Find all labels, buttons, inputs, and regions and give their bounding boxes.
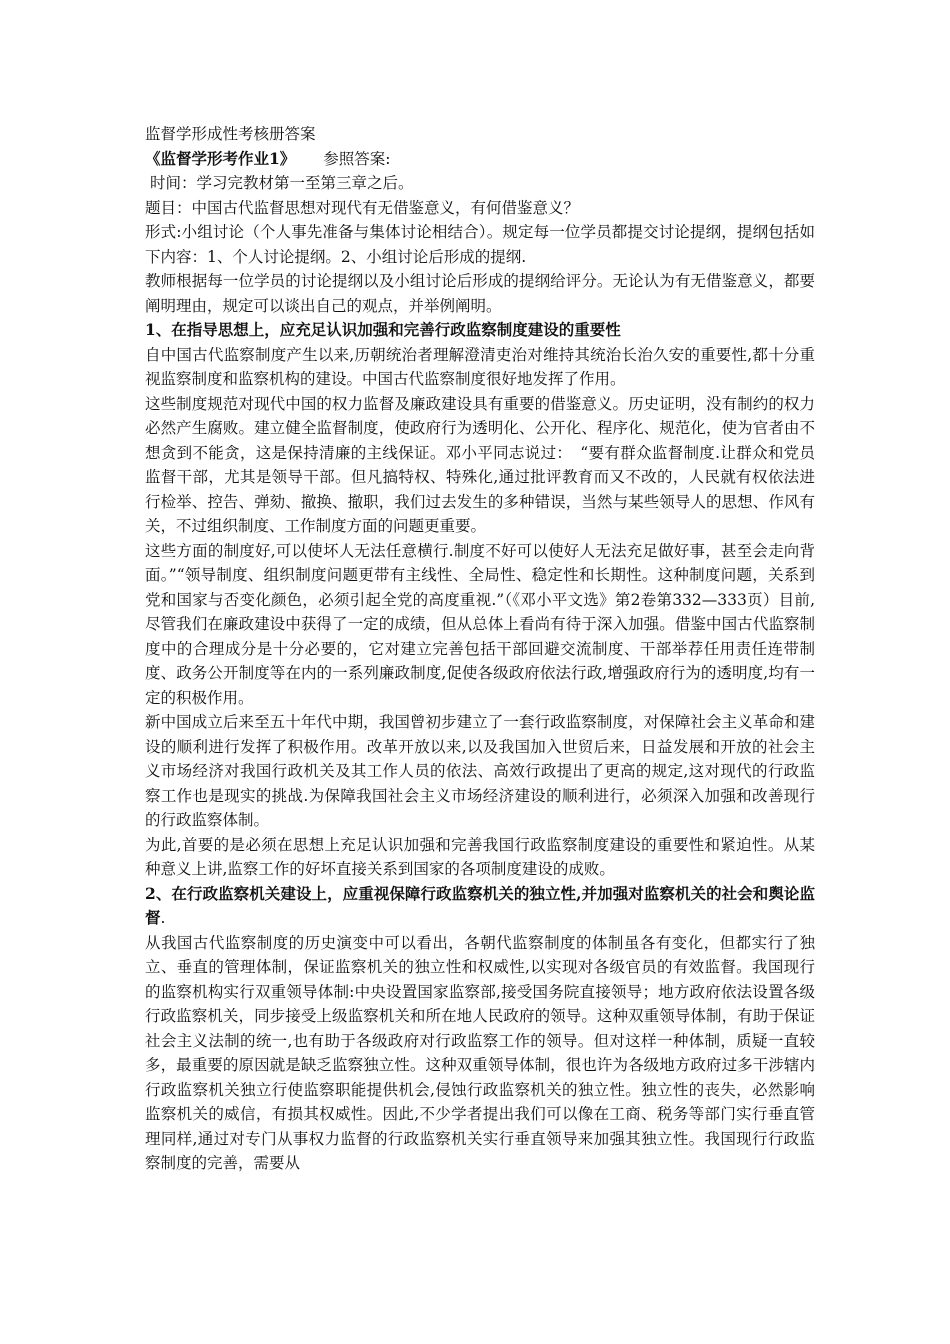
section-heading-2: 2、在行政监察机关建设上，应重视保障行政监察机关的独立性,并加强对监察机关的社会和舆论监督 bbox=[145, 883, 815, 927]
body-paragraph-3: 这些方面的制度好,可以使坏人无法任意横行.制度不好可以使好人无法充足做好事，甚至会走向背面。”“领导制度、组织制度问题更带有主线性、全局性、稳定性和长期性。这种制度问题，关系到党和国家与否变化颜色，必须引起全党的高度重视.”（《邓小平文选》第2卷第332—333页）目前,尽管我们在廉政建设中获得了一定的成绩，但从总体上看尚有待于深入加强。借鉴中国古代监察制度中的合理成分是十分必要的，它对建立完善包括干部回避交流制度、干部举荐任用责任连带制度、政务公开制度等在内的一系列廉政制度,促使各级政府依法行政,增强政府行为的透明度,均有一定的积极作用。 bbox=[145, 541, 815, 707]
section-heading-2-line bbox=[145, 882, 815, 931]
body-paragraph-1: 自中国古代监察制度产生以来,历朝统治者理解澄清吏治对维持其统治长治久安的重要性,都十分重视监察制度和监察机构的建设。中国古代监察制度很好地发挥了作用。 bbox=[145, 345, 815, 388]
body-paragraph-4: 新中国成立后来至五十年代中期，我国曾初步建立了一套行政监察制度，对保障社会主义革命和建设的顺利进行发挥了积极作用。改革开放以来,以及我国加入世贸后来，日益发展和开放的社会主义市场经济对我国行政机关及其工作人员的依法、高效行政提出了更高的规定,这对现代的行政监察工作也是现实的挑战.为保障我国社会主义市场经济建设的顺利进行，必须深入加强和改善现行的行政监察体制。 bbox=[145, 713, 815, 829]
topic-line: 题目：中国古代监督思想对现代有无借鉴意义，有何借鉴意义？ bbox=[145, 198, 580, 217]
teacher-paragraph: 教师根据每一位学员的讨论提纲以及小组讨论后形成的提纲给评分。无论认为有无借鉴意义，都要阐明理由，规定可以谈出自己的观点，并举例阐明。 bbox=[145, 272, 815, 315]
assignment-line bbox=[145, 147, 815, 172]
document-title: 监督学形成性考核册答案 bbox=[145, 125, 316, 143]
section-heading-1: 1、在指导思想上，应充足认识加强和完善行政监察制度建设的重要性 bbox=[145, 320, 621, 339]
body-paragraph-2: 这些制度规范对现代中国的权力监督及廉政建设具有重要的借鉴意义。历史证明，没有制约的权力必然产生腐败。建立健全监督制度，使政府行为透明化、公开化、程序化、规范化，使为官者由不想贪到不能贪，这是保持清廉的主线保证。邓小平同志说过： “要有群众监督制度.让群众和党员监督干部，尤其是领导干部。但凡搞特权、特殊化,通过批评教育而又不改的，人民就有权依法进行检举、控告、弹劾、撤换、撤职，我们过去发生的多种错误，当然与某些领导人的思想、作风有关，不过组织制度、工作制度方面的问题更重要。 bbox=[145, 394, 815, 535]
form-paragraph: 形式:小组讨论（个人事先准备与集体讨论相结合）。规定每一位学员都提交讨论提纲，提纲包括如下内容：1、个人讨论提纲。2、小组讨论后形成的提纲. bbox=[145, 223, 815, 266]
time-line: 时间：学习完教材第一至第三章之后。 bbox=[145, 174, 414, 192]
body-paragraph-6: 从我国古代监察制度的历史演变中可以看出，各朝代监察制度的体制虽各有变化，但都实行了独立、垂直的管理体制，保证监察机关的独立性和权威性,以实现对各级官员的有效监督。我国现行的监察机构实行双重领导体制:中央设置国家监察部,接受国务院直接领导；地方政府依法设置各级行政监察机关，同步接受上级监察机关和所在地人民政府的领导。这种双重领导体制，有助于保证社会主义法制的统一,也有助于各级政府对行政监察工作的领导。但对这样一种体制，质疑一直较多，最重要的原因就是缺乏监察独立性。这种双重领导体制，很也许为各级地方政府过多干涉辖内行政监察机关独立行使监察职能提供机会,侵蚀行政监察机关的独立性。独立性的丧失，必然影响监察机关的威信，有损其权威性。因此,不少学者提出我们可以像在工商、税务等部门实行垂直管理同样,通过对专门从事权力监督的行政监察机关实行垂直领导来加强其独立性。我国现行行政监察制度的完善，需要从 bbox=[145, 933, 815, 1172]
assignment-title: 《监督学形考作业1》 bbox=[145, 148, 296, 168]
body-paragraph-5: 为此,首要的是必须在思想上充足认识加强和完善我国行政监察制度建设的重要性和紧迫性。从某种意义上讲,监察工作的好坏直接关系到国家的各项制度建设的成败。 bbox=[145, 835, 815, 878]
document-body bbox=[145, 122, 815, 1176]
section-heading-2-period: . bbox=[160, 909, 166, 927]
reference-answer-label: 参照答案: bbox=[323, 149, 391, 168]
